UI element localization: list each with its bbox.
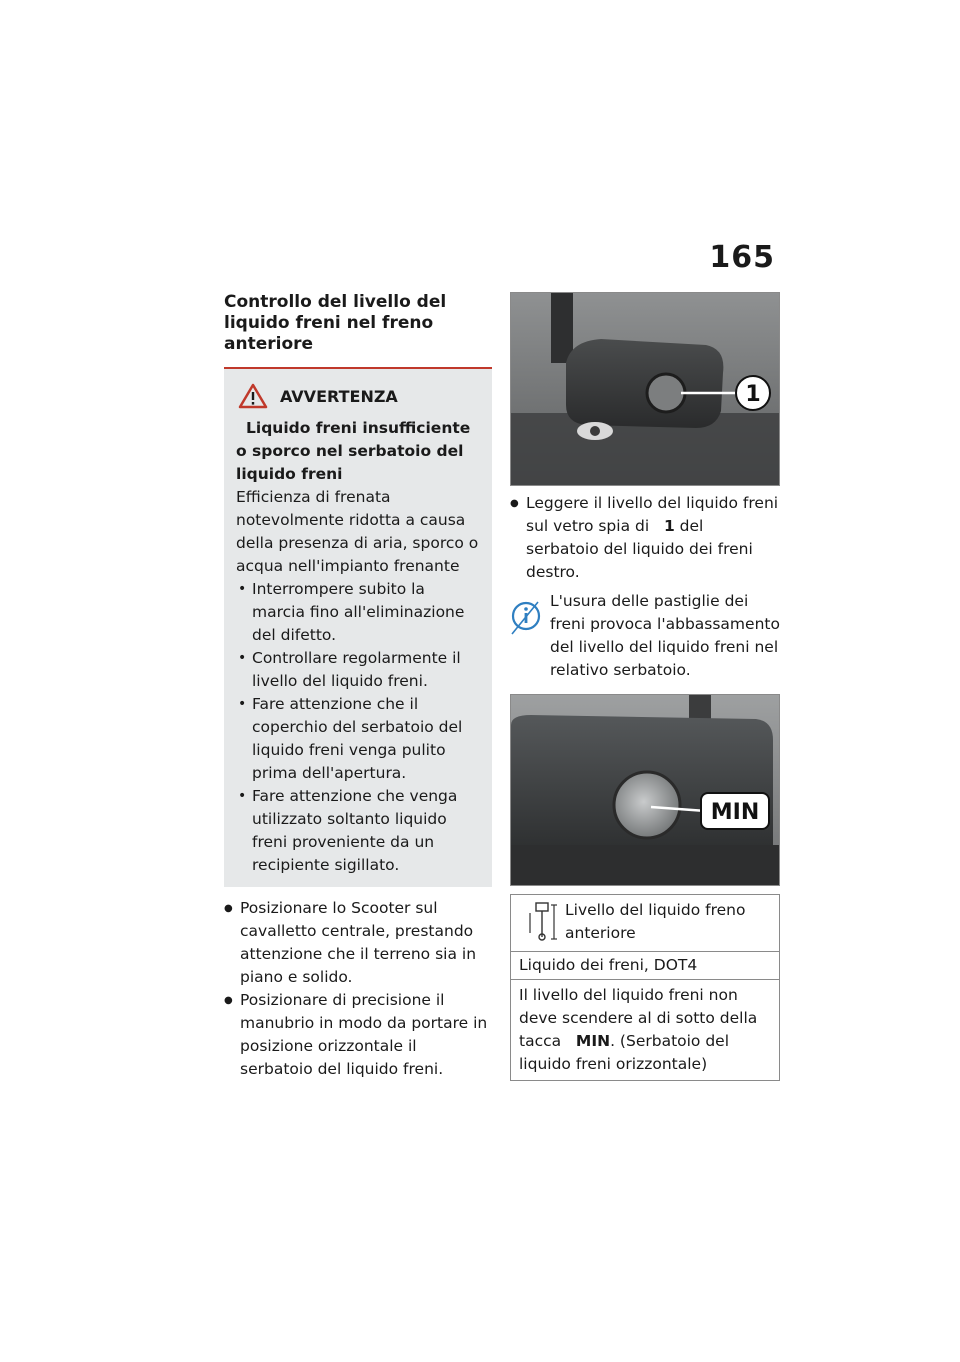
spec-rule-after: . (Serbatoio del liquido freni orizzontale): [519, 1032, 730, 1073]
warning-item: • Fare attenzione che venga utilizzato soltanto liquido freni proveniente da un recipiente sigillato.: [236, 785, 480, 877]
reservoir-photo: [510, 292, 780, 486]
warning-header: [238, 383, 480, 409]
spec-rule-ref: MIN: [575, 1032, 611, 1050]
step-item: ● Posizionare di precisione il manubrio in modo da portare in posizione orizzontale il serbatoio del liquido freni.: [224, 989, 492, 1081]
min-callout-label: MIN: [710, 800, 760, 825]
spec-header: [511, 895, 779, 951]
steps-list: [224, 897, 492, 1081]
step-item: [510, 492, 780, 584]
warning-subtitle: Liquido freni insufficiente o sporco nel serbatoio del liquido freni: [236, 419, 471, 483]
spec-table: [510, 894, 780, 1081]
section-title: Controllo del livello del liquido freni nel freno anteriore: [224, 292, 447, 354]
spec-fluid: Liquido dei freni, DOT4: [511, 951, 779, 979]
warning-list: [236, 578, 480, 877]
info-note: [510, 590, 780, 682]
spec-rule: [511, 979, 779, 1080]
spec-header-text: Livello del liquido freno anteriore: [565, 901, 746, 942]
warning-box: [224, 367, 492, 887]
right-column: [510, 292, 780, 1081]
step-text-before: Leggere il livello del liquido freni sul vetro spia di: [526, 494, 779, 535]
warning-item: • Controllare regolarmente il livello del liquido freni.: [236, 647, 480, 693]
min-mark-photo: [510, 694, 780, 886]
info-icon: [510, 594, 542, 638]
warning-item: • Fare attenzione che il coperchio del serbatoio del liquido freni venga pulito prima dell'apertura.: [236, 693, 480, 785]
right-steps: [510, 492, 780, 584]
left-column: [224, 292, 492, 1081]
warning-triangle-icon: [238, 383, 268, 409]
info-text: L'usura delle pastiglie dei freni provoca l'abbassamento del livello del liquido freni nel relativo serbatoio.: [550, 592, 780, 679]
warning-item: • Interrompere subito la marcia fino all'eliminazione del difetto.: [236, 578, 480, 647]
spec-rule-before: Il livello del liquido freni non deve scendere al di sotto della tacca: [519, 986, 758, 1050]
warning-body: Efficienza di frenata notevolmente ridotta a causa della presenza di aria, sporco o acqua nell'impianto frenante: [236, 488, 479, 575]
step-text-after: del serbatoio del liquido dei freni destro.: [526, 517, 753, 581]
warning-label: AVVERTENZA: [280, 386, 398, 406]
step-item: ● Posizionare lo Scooter sul cavalletto centrale, prestando attenzione che il terreno sia in piano e solido.: [224, 897, 492, 989]
step-ref: 1: [663, 517, 675, 535]
callout-1-label: 1: [745, 382, 761, 407]
level-gauge-icon: [519, 899, 565, 945]
page-number: 165: [709, 240, 775, 275]
